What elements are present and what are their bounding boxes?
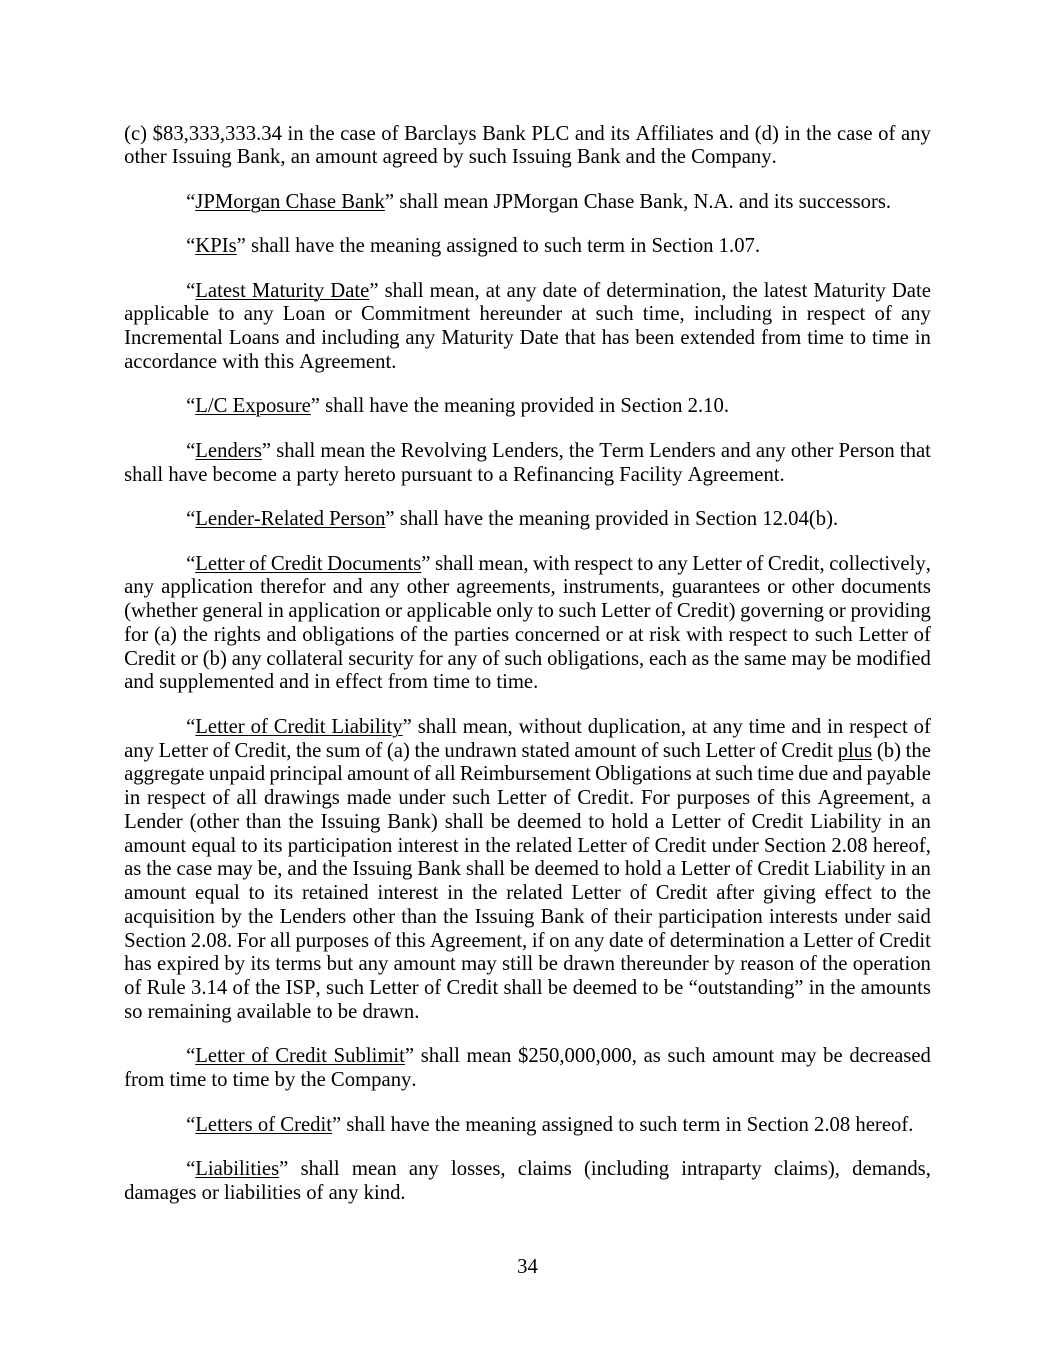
definition-text: (b) the	[872, 739, 931, 762]
definition-text: ” shall mean, with respect to any Letter of Credit, collectively,	[421, 552, 931, 575]
term-lc-exposure: L/C Exposure	[195, 395, 311, 418]
definition-text: ” shall mean, without duplication, at any time and in respect of	[402, 715, 931, 738]
document-body	[124, 123, 931, 1227]
definition-text: ” shall have the meaning provided in Section 12.04(b).	[385, 508, 839, 531]
definition-text: ” shall have the meaning provided in Section 2.10.	[310, 395, 730, 418]
open-quote: “	[186, 552, 196, 575]
text-line	[124, 1114, 931, 1138]
open-quote: “	[186, 1045, 196, 1068]
open-quote: “	[186, 1158, 196, 1181]
term-lenders: Lenders	[195, 439, 262, 462]
open-quote: “	[186, 1113, 196, 1136]
text-line: (c) $83,333,333.34 in the case of Barclays Bank PLC and its Affiliates and (d) in the case of any	[124, 122, 931, 145]
text-line	[124, 553, 931, 577]
term-liabilities: Liabilities	[195, 1158, 280, 1181]
text-line: Incremental Loans and including any Maturity Date that has been extended from time to time in	[124, 327, 931, 350]
text-line	[124, 716, 931, 740]
text-line: any application therefor and any other agreements, instruments, guarantees or other documents	[124, 576, 931, 599]
text-line	[124, 440, 931, 464]
term-letter-of-credit-sublimit: Letter of Credit Sublimit	[195, 1045, 405, 1068]
text-line: in respect of all drawings made under such Letter of Credit. For purposes of this Agreement, a	[124, 787, 931, 810]
text-line: from time to time by the Company.	[124, 1069, 417, 1092]
definition-letter-of-credit-sublimit	[124, 1045, 931, 1093]
text-line: damages or liabilities of any kind.	[124, 1181, 406, 1204]
text-line	[124, 1158, 931, 1182]
text-line	[124, 235, 931, 259]
underlined-word-plus: plus	[837, 739, 873, 762]
open-quote: “	[186, 235, 196, 258]
text-line	[124, 740, 931, 764]
definition-text: any Letter of Credit, the sum of (a) the undrawn stated amount of such Letter of Credit	[124, 739, 838, 762]
text-line: acquisition by the Lenders other than the Issuing Bank of their participation interests under said	[124, 905, 931, 928]
definition-letters-of-credit	[124, 1114, 931, 1138]
text-line	[124, 395, 931, 419]
text-line: Lender (other than the Issuing Bank) shall be deemed to hold a Letter of Credit Liability in an	[124, 810, 931, 833]
text-line: amount equal to its participation interest in the related Letter of Credit under Section 2.08 hereof,	[124, 834, 931, 857]
text-line: as the case may be, and the Issuing Bank shall be deemed to hold a Letter of Credit Liability in an	[124, 858, 931, 881]
text-line: Credit or (b) any collateral security for any of such obligations, each as the same may be modified	[124, 647, 931, 670]
definition-text: ” shall have the meaning assigned to such term in Section 2.08 hereof.	[332, 1113, 914, 1136]
text-line: amount equal to its retained interest in the related Letter of Credit after giving effect to the	[124, 882, 931, 905]
text-line	[124, 280, 931, 304]
text-line: has expired by its terms but any amount may still be drawn thereunder by reason of the operation	[124, 953, 931, 976]
paragraph-continuation	[124, 123, 931, 171]
text-line: of Rule 3.14 of the ISP, such Letter of Credit shall be deemed to be “outstanding” in the amounts	[124, 977, 931, 1000]
term-letter-of-credit-liability: Letter of Credit Liability	[195, 715, 403, 738]
definition-text: ” shall mean JPMorgan Chase Bank, N.A. and its successors.	[384, 190, 892, 213]
text-line	[124, 191, 931, 215]
page-number: 34	[517, 1256, 538, 1278]
definition-letter-of-credit-liability	[124, 716, 931, 1025]
definition-liabilities	[124, 1158, 931, 1206]
definition-jpmorgan-chase-bank	[124, 191, 931, 215]
definition-text: ” shall mean, at any date of determination, the latest Maturity Date	[369, 279, 931, 302]
text-line: accordance with this Agreement.	[124, 350, 397, 373]
definition-text: ” shall mean $250,000,000, as such amount may be decreased	[404, 1045, 931, 1068]
term-kpis: KPIs	[195, 235, 237, 258]
term-letter-of-credit-documents: Letter of Credit Documents	[195, 552, 422, 575]
definition-text: ” shall mean the Revolving Lenders, the Term Lenders and any other Person that	[261, 439, 931, 462]
text-line: for (a) the rights and obligations of the parties concerned or at risk with respect to such Letter of	[124, 623, 931, 646]
term-lender-related-person: Lender-Related Person	[195, 508, 386, 531]
open-quote: “	[186, 508, 196, 531]
open-quote: “	[186, 190, 196, 213]
term-jpmorgan-chase-bank: JPMorgan Chase Bank	[195, 190, 385, 213]
text-line: applicable to any Loan or Commitment hereunder at such time, including in respect of any	[124, 303, 931, 326]
text-line: aggregate unpaid principal amount of all Reimbursement Obligations at such time due and payable	[124, 763, 931, 786]
definition-lc-exposure	[124, 395, 931, 419]
open-quote: “	[186, 395, 196, 418]
text-line: (whether general in application or applicable only to such Letter of Credit) governing or providing	[124, 600, 931, 623]
text-line: other Issuing Bank, an amount agreed by such Issuing Bank and the Company.	[124, 146, 777, 169]
text-line: shall have become a party hereto pursuant to a Refinancing Facility Agreement.	[124, 463, 785, 486]
open-quote: “	[186, 715, 196, 738]
definition-kpis	[124, 235, 931, 259]
text-line	[124, 1045, 931, 1069]
open-quote: “	[186, 279, 196, 302]
definition-text: ” shall have the meaning assigned to such term in Section 1.07.	[236, 235, 761, 258]
definition-latest-maturity-date	[124, 280, 931, 375]
text-line: and supplemented and in effect from time to time.	[124, 671, 539, 694]
text-line: so remaining available to be drawn.	[124, 1000, 420, 1023]
definition-lenders	[124, 440, 931, 488]
text-line: Section 2.08. For all purposes of this Agreement, if on any date of determination a Letter of Credit	[124, 929, 931, 952]
open-quote: “	[186, 439, 196, 462]
text-line	[124, 508, 931, 532]
definition-letter-of-credit-documents	[124, 553, 931, 696]
term-letters-of-credit: Letters of Credit	[195, 1113, 333, 1136]
definition-lender-related-person	[124, 508, 931, 532]
definition-text: ” shall mean any losses, claims (including intraparty claims), demands,	[279, 1158, 931, 1181]
term-latest-maturity-date: Latest Maturity Date	[195, 279, 370, 302]
